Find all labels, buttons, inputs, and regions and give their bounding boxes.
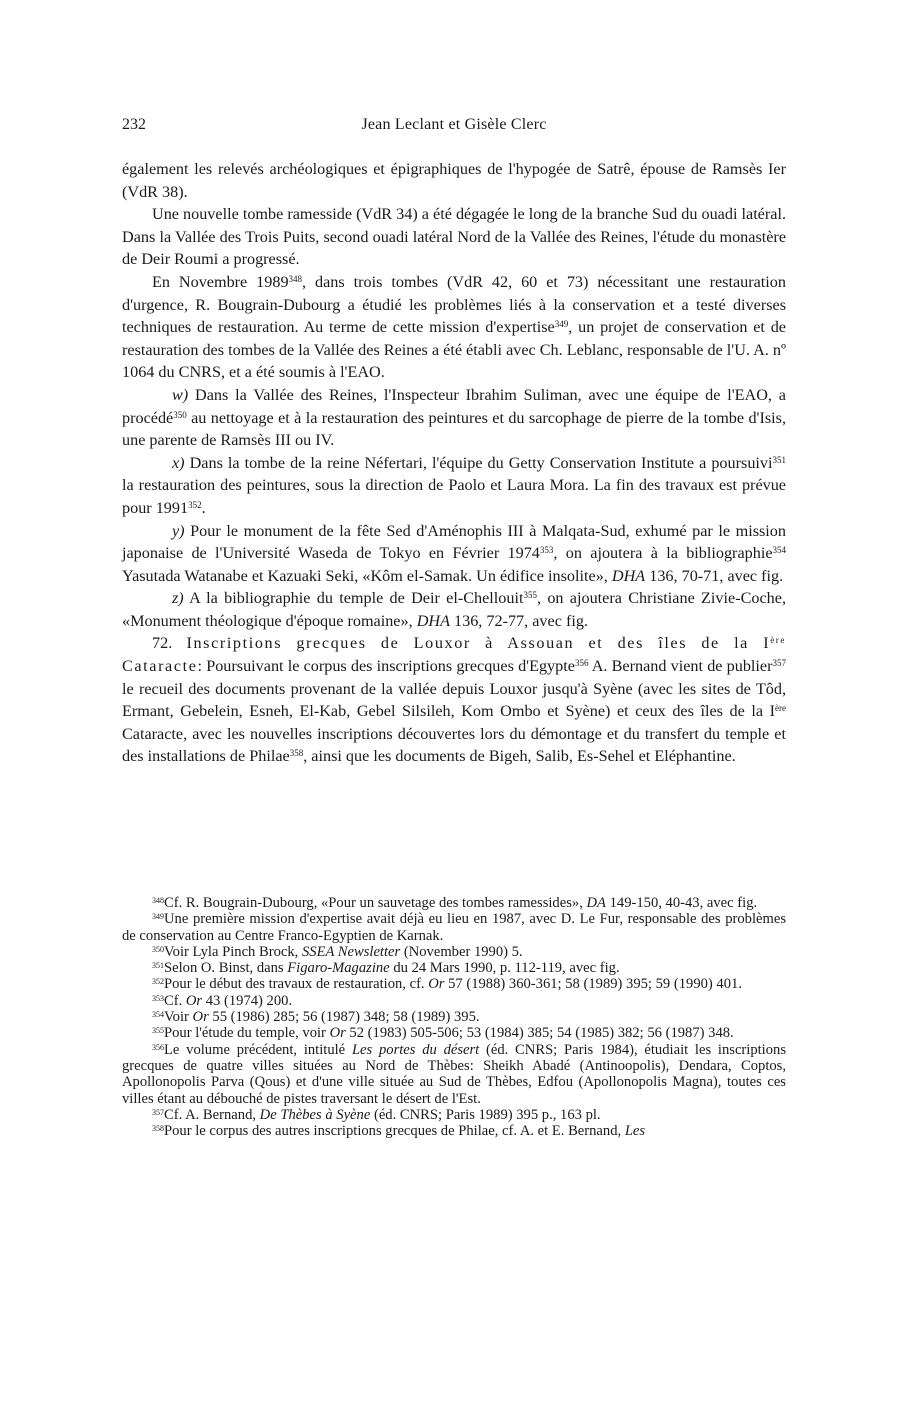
item-label-y: y) [172, 521, 185, 540]
footnote-349: $^{349}$Une première mission d'expertise avait déjà eu lieu en 1987, avec D. Le Fur, responsable des problèmes de conservation au Centre Franco-Egyptien de Karnak. [122, 911, 786, 944]
footnote-358: $^{358}$Pour le corpus des autres inscriptions grecques de Philae, cf. A. et E. Bernand, Les [152, 1123, 646, 1140]
item-label-w: w) [172, 385, 189, 404]
footnote-ref-357: 357 [772, 658, 786, 669]
footnote-ref-355: 355 [523, 590, 537, 601]
footnote-356: $^{356}$Le volume précédent, intitulé Les portes du désert (éd. CNRS; Paris 1984), étudiait les inscriptions grecques de quatre villes situées au Nord de Thèbes: Sheikh Abadé (Antinoopolis), Dendara, Coptos, Apollonopolis Parva (Qous) et d'une ville située au Sud de Thèbes, Edfou (Apollonopolis Magna), toutes ces villes étant au débouché de pistes traversant le désert de l'Est. [122, 1041, 787, 1107]
footnote-ref-356: 356 [574, 658, 589, 669]
footnote-351: $^{351}$Selon O. Binst, dans Figaro-Magazine du 24 Mars 1990, p. 112-119, avec fig. [152, 960, 620, 977]
footnote-ref-354: 354 [772, 545, 787, 556]
footnote-ref-349: 349 [554, 319, 569, 330]
footnote-355: $^{355}$Pour l'étude du temple, voir Or 52 (1983) 505-506; 53 (1984) 385; 54 (1985) 382; 56 (1987) 348. [152, 1025, 734, 1042]
running-title: Jean Leclant et Gisèle Clerc [361, 116, 547, 133]
section-number: 72. [152, 634, 173, 653]
paragraph-november-1989: En Novembre 1989$^{348}$, dans trois tombes (VdR 42, 60 et 73) nécessitant une restauration d'urgence, R. Bougrain-Dubourg a étudié les problèmes liés à la conservation et a testé diverses techniques de restauration. Au terme de cette mission d'expertise$^{349}$, un projet de conservation et de restauration des tombes de la Vallée des Reines a été établi avec Ch. Leblanc, responsable de l'U. A. nº 1064 du CNRS, et a été soumis à l'EAO. [122, 272, 786, 382]
footnote-353: $^{353}$Cf. Or 43 (1974) 200. [152, 992, 293, 1009]
paragraph-x: x) Dans la tombe de la reine Néfertari, l'équipe du Getty Conservation Institute a poursuivi$^{351}$ la restauration des peintures, sous la direction de Paolo et Laura Mora. La fin des travaux est prévue pour 1991$^{352}$. [122, 453, 786, 517]
page-number: 232 [122, 116, 146, 133]
footnotes [122, 895, 786, 1139]
footnote-ref-358: 358 [289, 748, 304, 759]
paragraph-satre: également les relevés archéologiques et épigraphiques de l'hypogée de Satrê, épouse de Ramsès Ier (VdR 38). [122, 160, 786, 201]
paragraph-z: z) A la bibliographie du temple de Deir el-Chellouit$^{355}$, on ajoutera Christiane Zivie-Coche, «Monument théologique d'époque romaine», DHA 136, 72-77, avec fig. [122, 589, 786, 630]
footnote-357: $^{357}$Cf. A. Bernand, De Thèbes à Syène (éd. CNRS; Paris 1989) 395 p., 163 pl. [152, 1106, 601, 1123]
section-heading: Inscriptions grecques de Louxor à Assouan et des îles de la Ière Cataracte [122, 634, 786, 676]
section-72: 72. Inscriptions grecques de Louxor à Assouan et des îles de la Ière Cataracte: Poursuivant le corpus des inscriptions grecques d'Egypte$^{356}$ A. Bernand vient de publier$^{357}$ le recueil des documents provenant de la vallée depuis Louxor jusqu'à Syène (avec les sites de Tôd, Ermant, Gebelein, Esneh, El-Kab, Gebel Silsileh, Kom Ombo et Syène) et ceux des îles de la Ière Cataracte, avec les nouvelles inscriptions découvertes lors du démontage et du transfert du temple et des installations de Philae$^{358}$, ainsi que les documents de Bigeh, Salib, Es-Sehel et Eléphantine. [122, 634, 786, 766]
footnote-352: $^{352}$Pour le début des travaux de restauration, cf. Or 57 (1988) 360-361; 58 (1989) 395; 59 (1990) 401. [152, 976, 742, 993]
page-header [122, 116, 786, 140]
footnote-ref-350: 350 [173, 409, 187, 420]
footnote-354: $^{354}$Voir Or 55 (1986) 285; 56 (1987) 348; 58 (1989) 395. [152, 1009, 480, 1026]
item-label-x: x) [172, 453, 185, 472]
paragraph-vdr34: Une nouvelle tombe ramesside (VdR 34) a été dégagée le long de la branche Sud du ouadi latéral. Dans la Vallée des Trois Puits, second ouadi latéral Nord de la Vallée des Reines, l'étude du monastère de Deir Roumi a progressé. [122, 205, 786, 269]
footnote-ref-348: 348 [288, 273, 303, 284]
footnote-ref-353: 353 [539, 545, 554, 556]
footnote-348: $^{348}$Cf. R. Bougrain-Dubourg, «Pour un sauvetage des tombes ramessides», DA 149-150, 40-43, avec fig. [152, 895, 758, 911]
footnote-350: $^{350}$Voir Lyla Pinch Brock, SSEA Newsletter (November 1990) 5. [152, 943, 523, 960]
item-label-z: z) [172, 589, 184, 608]
paragraph-y: y) Pour le monument de la fête Sed d'Aménophis III à Malqata-Sud, exhumé par le mission japonaise de l'Université Waseda de Tokyo en Février 1974$^{353}$, on ajoutera à la bibliographie$^{354}$ Yasutada Watanabe et Kazuaki Seki, «Kôm el-Samak. Un édifice insolite», DHA 136, 70-71, avec fig. [122, 521, 787, 585]
footnote-ref-351: 351 [772, 454, 786, 465]
main-text [122, 158, 786, 768]
footnote-ref-352: 352 [188, 499, 202, 510]
paragraph-w: w) Dans la Vallée des Reines, l'Inspecteur Ibrahim Suliman, avec une équipe de l'EAO, a procédé$^{350}$ au nettoyage et à la restauration des peintures et du sarcophage de pierre de la tombe d'Isis, une parente de Ramsès III ou IV. [122, 385, 786, 450]
